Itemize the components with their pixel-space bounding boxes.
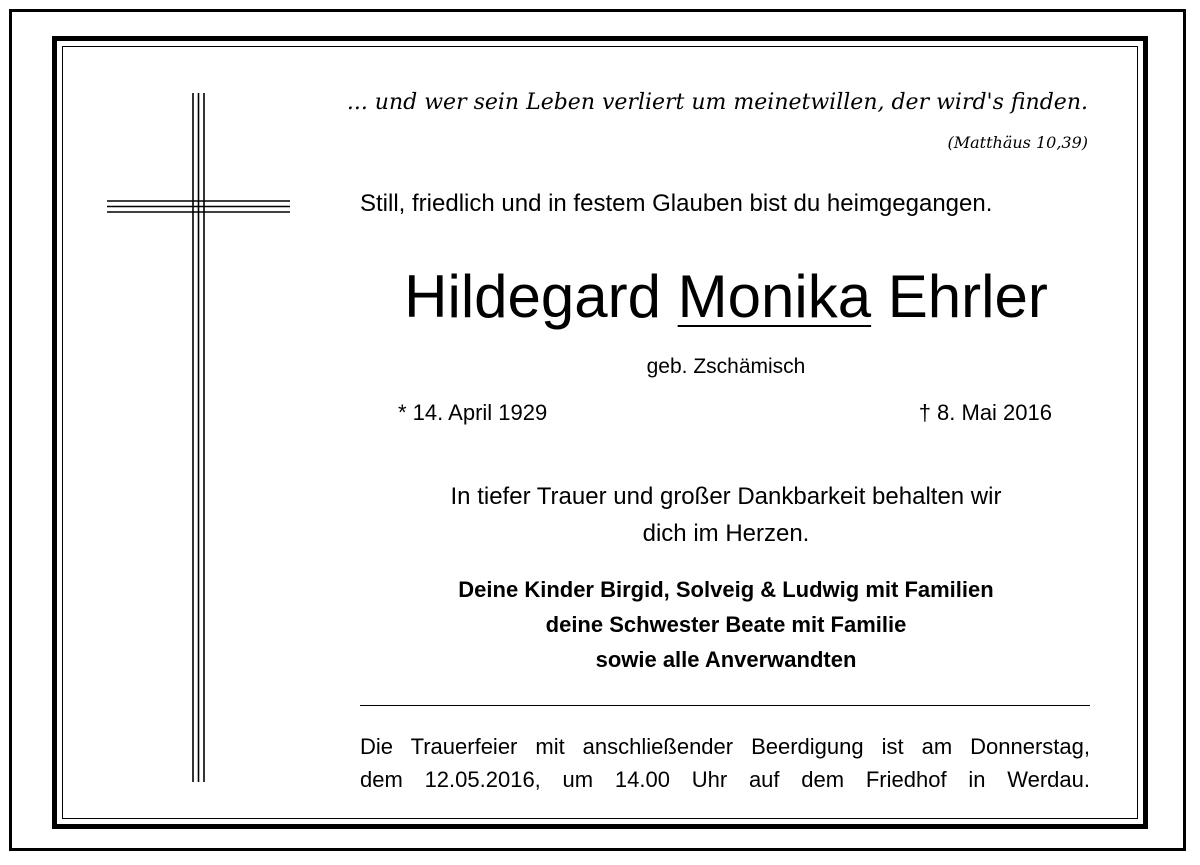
middle-name: Monika <box>677 263 872 330</box>
funeral-line: Die Trauerfeier mit anschließender Beerdigung ist am Donnerstag, <box>360 734 1090 759</box>
family-signatures <box>360 572 1092 677</box>
birth-date: * 14. April 1929 <box>398 400 548 425</box>
mourning-line: In tiefer Trauer und großer Dankbarkeit behalten wir <box>450 483 1002 510</box>
birth-name: geb. Zschämisch <box>646 355 806 378</box>
intro-text: Still, friedlich und in festem Glauben bist du heimgegangen. <box>360 190 993 217</box>
family-line: deine Schwester Beate mit Familie <box>545 612 907 637</box>
mourning-text <box>360 478 1092 552</box>
family-line: sowie alle Anverwandten <box>595 647 857 672</box>
divider <box>360 705 1090 706</box>
first-name: Hildegard <box>404 263 661 330</box>
funeral-info <box>360 730 1090 796</box>
deceased-name <box>360 262 1092 331</box>
mourning-line: dich im Herzen. <box>642 520 810 547</box>
funeral-line: dem 12.05.2016, um 14.00 Uhr auf dem Friedhof in Werdau. <box>360 767 1090 792</box>
death-date: † 8. Mai 2016 <box>918 400 1052 425</box>
bible-verse: ... und wer sein Leben verliert um meinetwillen, der wird's finden. <box>346 90 1088 115</box>
last-name: Ehrler <box>887 263 1048 330</box>
verse-reference: (Matthäus 10,39) <box>947 133 1088 152</box>
family-line: Deine Kinder Birgid, Solveig & Ludwig mit Familien <box>458 577 994 602</box>
